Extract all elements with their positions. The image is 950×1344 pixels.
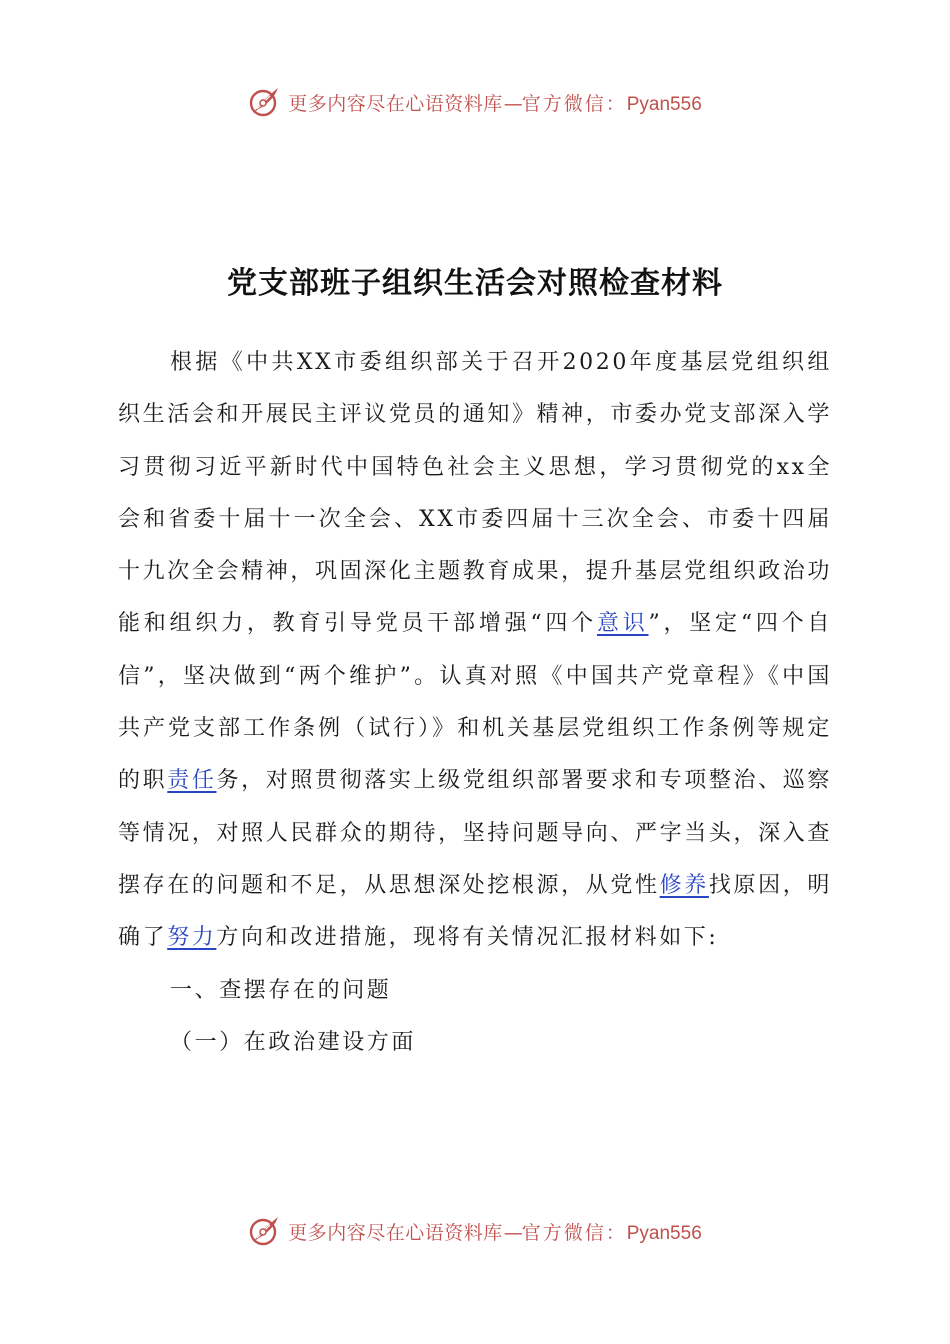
paragraph-text: 方向和改进措施，现将有关情况汇报材料如下: xyxy=(216,925,719,951)
paragraph-text: 找原因，明确了 xyxy=(118,872,832,951)
document-body xyxy=(118,337,832,1069)
paragraph-text: 根据《中共XX市委组织部关于召开2020年度基层党组织组织生活会和开展民主评议党员的通知》精神，市委办党支部深入学习贯彻习近平新时代中国特色社会主义思想，学习贯彻党的xx全会和省委十届十一次全会、XX市委四届十三次全会、市委十四届十九次全会精神，巩固深化主题教育成果，提升基层党组织政治功能和组织力，教育引导党员干部增强“四个 xyxy=(118,350,832,637)
quill-logo-icon xyxy=(248,85,282,119)
quill-logo-icon xyxy=(248,1214,282,1248)
watermark-footer xyxy=(0,1211,950,1251)
watermark-id: Pyan556 xyxy=(626,93,702,115)
document-title: 党支部班子组织生活会对照检查材料 xyxy=(227,266,723,301)
link-nuli[interactable]: 努力 xyxy=(167,925,217,951)
watermark-dash: — xyxy=(503,92,521,115)
watermark-text xyxy=(288,89,702,116)
watermark-main-text: 更多内容尽在心语资料库 xyxy=(288,92,503,115)
link-yishi[interactable]: 意识 xyxy=(596,611,649,637)
paragraph-text: 务，对照贯彻落实上级党组织部署要求和专项整治、巡察等情况，对照人民群众的期待，坚持问题导向、严字当头，深入查摆存在的问题和不足，从思想深处挖根源，从党性 xyxy=(118,768,832,898)
link-zeren[interactable]: 责任 xyxy=(167,768,217,794)
watermark-id: Pyan556 xyxy=(626,1222,702,1244)
intro-paragraph xyxy=(118,337,832,965)
watermark-label: 官方微信： xyxy=(521,92,627,115)
link-xiuyang[interactable]: 修养 xyxy=(659,872,709,898)
section-heading: 一、查摆存在的问题 xyxy=(170,977,392,1003)
subsection-heading: （一）在政治建设方面 xyxy=(170,1029,417,1055)
watermark-text xyxy=(288,1218,702,1245)
watermark-main-text: 更多内容尽在心语资料库 xyxy=(288,1221,503,1244)
watermark-dash: — xyxy=(503,1221,521,1244)
paragraph-text: ”，坚定“四个自信”，坚决做到“两个维护”。认真对照《中国共产党章程》《中国共产党支部工作条例（试行）》和机关基层党组织工作条例等规定的职 xyxy=(118,611,832,794)
watermark-label: 官方微信： xyxy=(521,1221,627,1244)
watermark-header xyxy=(0,82,950,122)
